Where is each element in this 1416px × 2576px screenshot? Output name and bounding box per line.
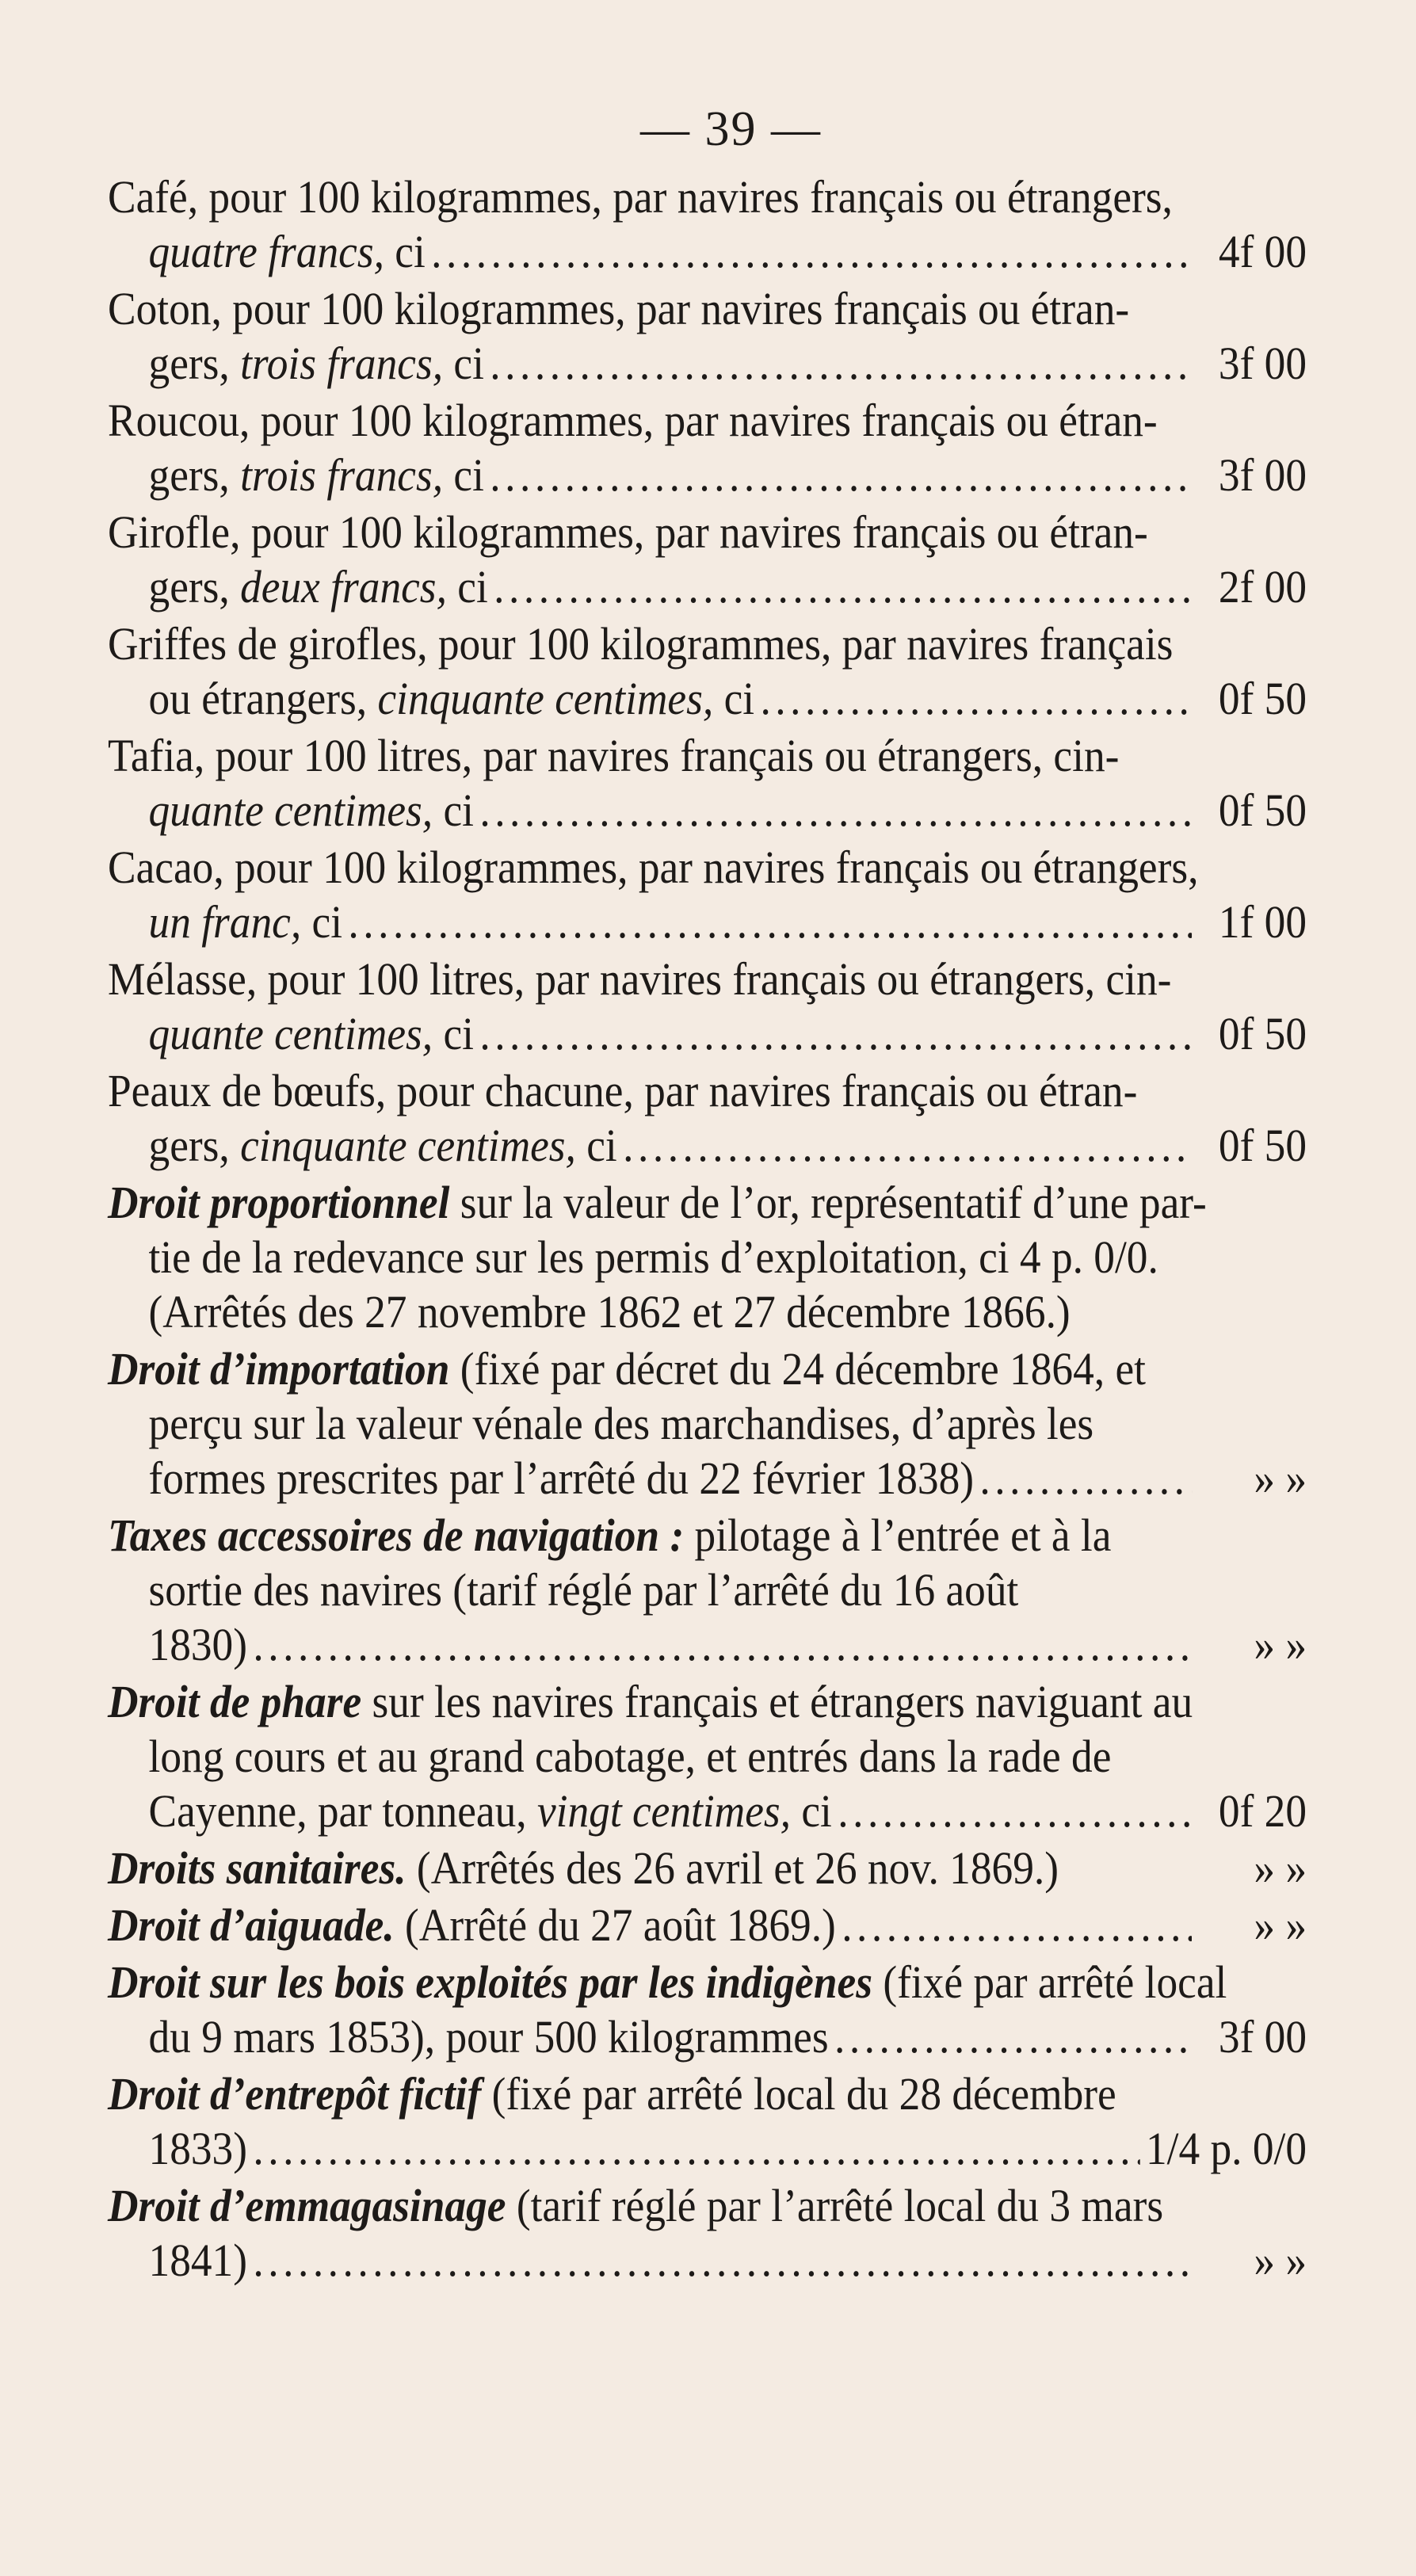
tariff-entry-line2-tail: ci — [713, 673, 755, 724]
droit-emmagasinage-text: (tarif réglé par l’arrêté local du 3 mars — [506, 2180, 1164, 2231]
taxes-navigation-line3: 1830) — [148, 1619, 248, 1670]
droit-phare-text: sur les navires français et étrangers naviguant au — [361, 1676, 1193, 1727]
droits-sanitaires-amount: » » — [1254, 1842, 1307, 1894]
droits-sanitaires-title: Droits sanitaires. — [108, 1842, 406, 1894]
droit-proportionnel-title: Droit proportionnel — [108, 1177, 450, 1228]
tariff-entry-line2-tail: ci — [433, 784, 474, 836]
droit-importation-line2: perçu sur la valeur vénale des marchandises, d’après les — [148, 1398, 1094, 1449]
taxes-navigation-line2: sortie des navires (tarif réglé par l’arrêté du 16 août — [148, 1564, 1019, 1616]
droit-proportionnel-paragraph — [108, 1175, 1307, 1339]
tariff-entry-amount: 4f 00 — [1218, 226, 1307, 277]
tariff-entry-line2-pre: ou étrangers, — [148, 673, 378, 724]
droit-entrepot-text: (fixé par arrêté local du 28 décembre — [481, 2068, 1116, 2120]
droit-bois-line2: du 9 mars 1853), pour 500 kilogrammes — [148, 2011, 829, 2063]
tariff-entry-line2-tail: ci — [433, 1008, 474, 1059]
droit-importation-title: Droit d’importation — [108, 1343, 450, 1395]
tariff-entry-line1: Cacao, pour 100 kilogrammes, par navires français ou étrangers, — [108, 841, 1199, 893]
tariff-entry-line1: Mélasse, pour 100 litres, par navires français ou étrangers, cin- — [108, 953, 1172, 1005]
droit-importation-amount: » » — [1254, 1452, 1307, 1504]
tariff-entry — [108, 170, 1307, 279]
tariff-entry-price-words: cinquante centimes, — [240, 1120, 576, 1171]
droit-phare-line3-italic: vingt centimes, — [536, 1785, 792, 1837]
tariff-entry-price-words: cinquante centimes, — [377, 673, 714, 724]
tariff-entry-line2-tail: ci — [443, 338, 484, 389]
tariff-entry-line1: Coton, pour 100 kilogrammes, par navires français ou étran- — [108, 283, 1130, 334]
droit-aiguade-amount: » » — [1254, 1899, 1307, 1951]
droits-sanitaires-text: (Arrêtés des 26 avril et 26 nov. 1869.) — [406, 1842, 1059, 1894]
tariff-entry — [108, 505, 1307, 614]
taxes-navigation-paragraph — [108, 1508, 1307, 1672]
droit-emmagasinage-paragraph — [108, 2178, 1307, 2288]
droit-emmagasinage-line2: 1841) — [148, 2234, 248, 2286]
droit-emmagasinage-amount: » » — [1254, 2234, 1307, 2286]
tariff-entry-price-words: quante centimes, — [148, 784, 433, 836]
tariff-entry-line2-pre: gers, — [148, 338, 241, 389]
tariff-entry-line2-tail: ci — [575, 1120, 617, 1171]
tariff-entry-amount: 3f 00 — [1218, 338, 1307, 389]
droit-entrepot-title: Droit d’entrepôt fictif — [108, 2068, 482, 2120]
tariff-entry-line1: Café, pour 100 kilogrammes, par navires français ou étrangers, — [108, 171, 1173, 223]
droit-bois-paragraph — [108, 1955, 1307, 2064]
tariff-entry-line2-tail: ci — [301, 896, 343, 948]
tariff-entry-amount: 0f 50 — [1218, 1120, 1307, 1171]
droit-entrepot-line2: 1833) — [148, 2123, 248, 2174]
tariff-entry-line1: Tafia, pour 100 litres, par navires français ou étrangers, cin- — [108, 730, 1120, 781]
tariff-entry-price-words: trois francs, — [240, 338, 444, 389]
tariff-entry — [108, 728, 1307, 838]
tariff-entry-amount: 0f 50 — [1218, 1008, 1307, 1059]
droit-proportionnel-line3: (Arrêtés des 27 novembre 1862 et 27 décembre 1866.) — [148, 1286, 1071, 1338]
tariff-entry — [108, 952, 1307, 1061]
tariff-entry-line2-pre: gers, — [148, 561, 241, 613]
tariff-entry-line1: Peaux de bœufs, pour chacune, par navires français ou étran- — [108, 1065, 1138, 1116]
tariff-entry-amount: 0f 50 — [1218, 784, 1307, 836]
tariff-entry-line1: Girofle, pour 100 kilogrammes, par navires français ou étran- — [108, 506, 1148, 558]
droit-entrepot-paragraph — [108, 2067, 1307, 2176]
tariff-entry-line2-tail: ci — [446, 561, 488, 613]
tariff-entries — [108, 170, 1307, 1173]
tariff-entry-amount: 0f 50 — [1218, 673, 1307, 724]
droits-sanitaires-paragraph — [108, 1841, 1307, 1895]
page-number: — 39 — — [640, 102, 822, 156]
tariff-entry-line1: Roucou, pour 100 kilogrammes, par navires français ou étran- — [108, 395, 1158, 446]
tariff-entry-line2-tail: ci — [443, 449, 484, 501]
droit-emmagasinage-title: Droit d’emmagasinage — [108, 2180, 506, 2231]
tariff-entry-price-words: deux francs, — [240, 561, 447, 613]
droit-bois-amount: 3f 00 — [1218, 2011, 1307, 2063]
droit-phare-line3-tail: ci — [791, 1785, 832, 1837]
tariff-entry-amount: 1f 00 — [1218, 896, 1307, 948]
tariff-entry-line1: Griffes de girofles, pour 100 kilogrammes, par navires français — [108, 618, 1174, 670]
tariff-entry-amount: 2f 00 — [1218, 561, 1307, 613]
tariff-entry-price-words: un franc, — [148, 896, 302, 948]
taxes-navigation-text: pilotage à l’entrée et à la — [684, 1509, 1112, 1561]
droit-proportionnel-line2: tie de la redevance sur les permis d’exploitation, ci 4 p. 0/0. — [148, 1231, 1158, 1283]
droit-entrepot-amount: 1/4 p. 0/0 — [1145, 2123, 1307, 2174]
droit-phare-paragraph — [108, 1674, 1307, 1838]
droit-aiguade-title: Droit d’aiguade. — [108, 1899, 395, 1951]
droit-phare-line3-pre: Cayenne, par tonneau, — [148, 1785, 537, 1837]
droit-bois-title: Droit sur les bois exploités par les indigènes — [108, 1956, 872, 2008]
tariff-entry — [108, 616, 1307, 726]
droit-phare-title: Droit de phare — [108, 1676, 362, 1727]
droit-aiguade-paragraph — [108, 1898, 1307, 1952]
tariff-entry — [108, 393, 1307, 502]
tariff-entry — [108, 1063, 1307, 1173]
droit-phare-amount: 0f 20 — [1218, 1785, 1307, 1837]
tariff-entry-line2-pre: gers, — [148, 1120, 241, 1171]
droit-proportionnel-text: sur la valeur de l’or, représentatif d’une par- — [449, 1177, 1207, 1228]
tariff-entry-price-words: quatre francs, — [148, 226, 384, 277]
taxes-navigation-amount: » » — [1254, 1619, 1307, 1670]
tariff-entry-line2-pre: gers, — [148, 449, 241, 501]
tariff-entry-amount: 3f 00 — [1218, 449, 1307, 501]
droit-bois-text: (fixé par arrêté local — [872, 1956, 1227, 2008]
taxes-navigation-title: Taxes accessoires de navigation : — [108, 1509, 685, 1561]
droit-phare-line2: long cours et au grand cabotage, et entrés dans la rade de — [148, 1731, 1112, 1782]
droit-aiguade-text: (Arrêté du 27 août 1869.) — [394, 1899, 836, 1951]
tariff-entry-price-words: quante centimes, — [148, 1008, 433, 1059]
droit-importation-text: (fixé par décret du 24 décembre 1864, et — [449, 1343, 1146, 1395]
tariff-entry-price-words: trois francs, — [240, 449, 444, 501]
droit-importation-paragraph — [108, 1341, 1307, 1506]
tariff-entry-line2-tail: ci — [384, 226, 426, 277]
droit-importation-line3: formes prescrites par l’arrêté du 22 février 1838) — [148, 1452, 975, 1504]
tariff-entry — [108, 840, 1307, 949]
tariff-entry — [108, 281, 1307, 391]
